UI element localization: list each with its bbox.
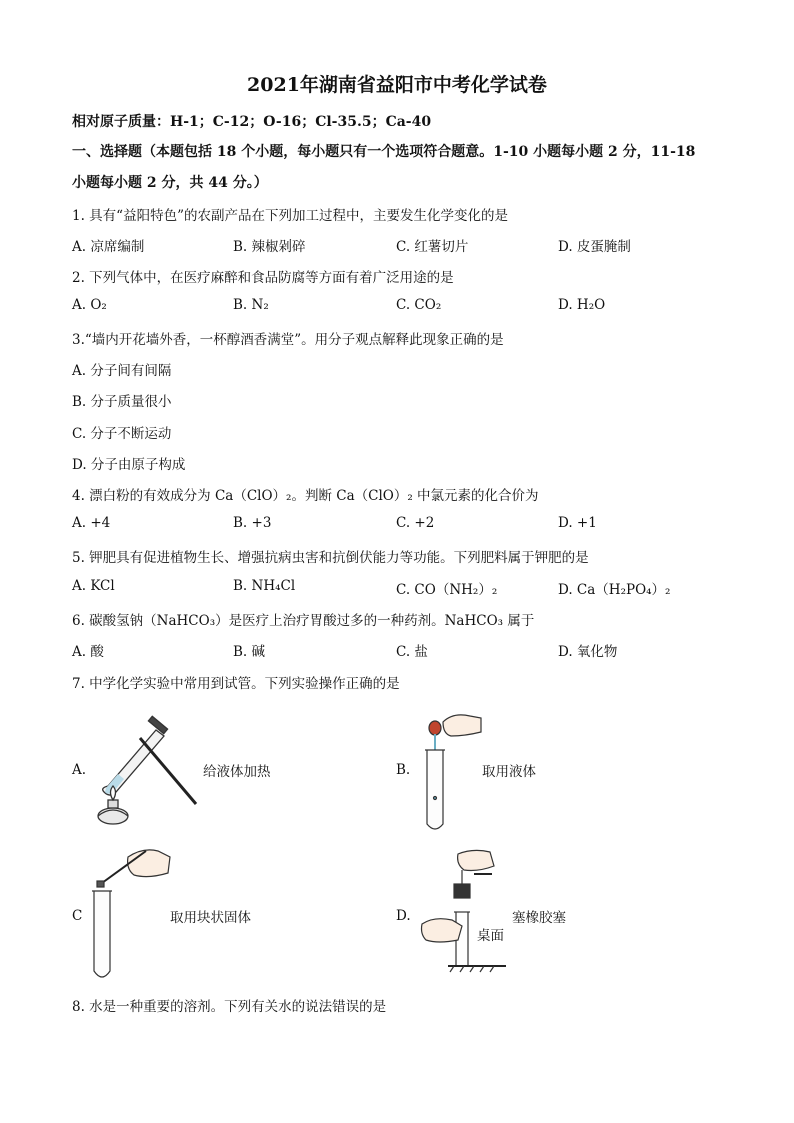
question-4-option-c: C. +2 xyxy=(396,515,435,531)
question-1-option-c: C. 红薯切片 xyxy=(396,239,469,255)
question-8-stem: 8. 水是一种重要的溶剂。下列有关水的说法错误的是 xyxy=(72,999,387,1015)
question-2-option-d: D. H₂O xyxy=(558,297,606,313)
question-3-option-d: D. 分子由原子构成 xyxy=(72,457,186,473)
question-3-option-c: C. 分子不断运动 xyxy=(72,426,172,442)
question-5-option-c: C. CO（NH₂）₂ xyxy=(396,582,498,598)
solid-pieces-illustration xyxy=(88,845,173,985)
question-6-stem: 6. 碳酸氢钠（NaHCO₃）是医疗上治疗胃酸过多的一种药剂。NaHCO₃ 属于 xyxy=(72,613,535,629)
section-heading-line1: 一、选择题（本题包括 18 个小题，每小题只有一个选项符合题意。1-10 小题每小题 2 分，11-18 xyxy=(72,144,696,160)
section-heading-line2: 小题每小题 2 分，共 44 分。） xyxy=(72,175,268,191)
question-7-option-a-letter: A. xyxy=(72,762,87,778)
question-2-option-a: A. O₂ xyxy=(72,297,107,313)
question-6-option-c: C. 盐 xyxy=(396,644,428,660)
question-5-stem: 5. 钾肥具有促进植物生长、增强抗病虫害和抗倒伏能力等功能。下列肥料属于钾肥的是 xyxy=(72,550,589,566)
dropper-liquid-illustration xyxy=(415,710,485,835)
question-7-option-d-letter: D. xyxy=(396,908,411,924)
question-6-option-b: B. 碱 xyxy=(233,644,266,660)
question-7-option-c-letter: C xyxy=(72,908,83,924)
question-3-option-a: A. 分子间有间隔 xyxy=(72,363,172,379)
question-1-option-d: D. 皮蛋腌制 xyxy=(558,239,631,255)
question-1-option-b: B. 辣椒剁碎 xyxy=(233,239,306,255)
question-7-option-a-label: 给液体加热 xyxy=(203,764,271,780)
question-7-option-d-desk-label: 桌面 xyxy=(477,928,504,944)
heating-liquid-illustration xyxy=(88,712,203,827)
question-6-option-a: A. 酸 xyxy=(72,644,104,660)
question-4-stem: 4. 漂白粉的有效成分为 Ca（ClO）₂。判断 Ca（ClO）₂ 中氯元素的化合价为 xyxy=(72,488,539,504)
atomic-mass-note: 相对原子质量：H-1；C-12；O-16；Cl-35.5；Ca-40 xyxy=(72,114,432,130)
question-6-option-d: D. 氧化物 xyxy=(558,644,618,660)
question-2-option-c: C. CO₂ xyxy=(396,297,442,313)
question-7-option-c-label: 取用块状固体 xyxy=(170,910,251,926)
question-3-option-b: B. 分子质量很小 xyxy=(72,394,172,410)
question-2-stem: 2. 下列气体中，在医疗麻醉和食品防腐等方面有着广泛用途的是 xyxy=(72,270,454,286)
question-5-option-a: A. KCl xyxy=(72,578,115,594)
question-1-option-a: A. 凉席编制 xyxy=(72,239,145,255)
question-1-stem: 1. 具有“益阳特色”的农副产品在下列加工过程中，主要发生化学变化的是 xyxy=(72,208,508,224)
rubber-stopper-illustration xyxy=(418,848,508,973)
question-7-option-b-letter: B. xyxy=(396,762,411,778)
question-5-option-b: B. NH₄Cl xyxy=(233,578,296,594)
question-4-option-b: B. +3 xyxy=(233,515,272,531)
question-4-option-a: A. +4 xyxy=(72,515,111,531)
question-7-stem: 7. 中学化学实验中常用到试管。下列实验操作正确的是 xyxy=(72,676,400,692)
question-3-stem: 3.“墙内开花墙外香，一杯醇酒香满堂”。用分子观点解释此现象正确的是 xyxy=(72,332,504,348)
page-title: 2021年湖南省益阳市中考化学试卷 xyxy=(247,74,547,96)
question-2-option-b: B. N₂ xyxy=(233,297,269,313)
question-7-option-d-label: 塞橡胶塞 xyxy=(512,910,566,926)
question-7-option-b-label: 取用液体 xyxy=(482,764,536,780)
question-4-option-d: D. +1 xyxy=(558,515,597,531)
question-5-option-d: D. Ca（H₂PO₄）₂ xyxy=(558,582,671,598)
